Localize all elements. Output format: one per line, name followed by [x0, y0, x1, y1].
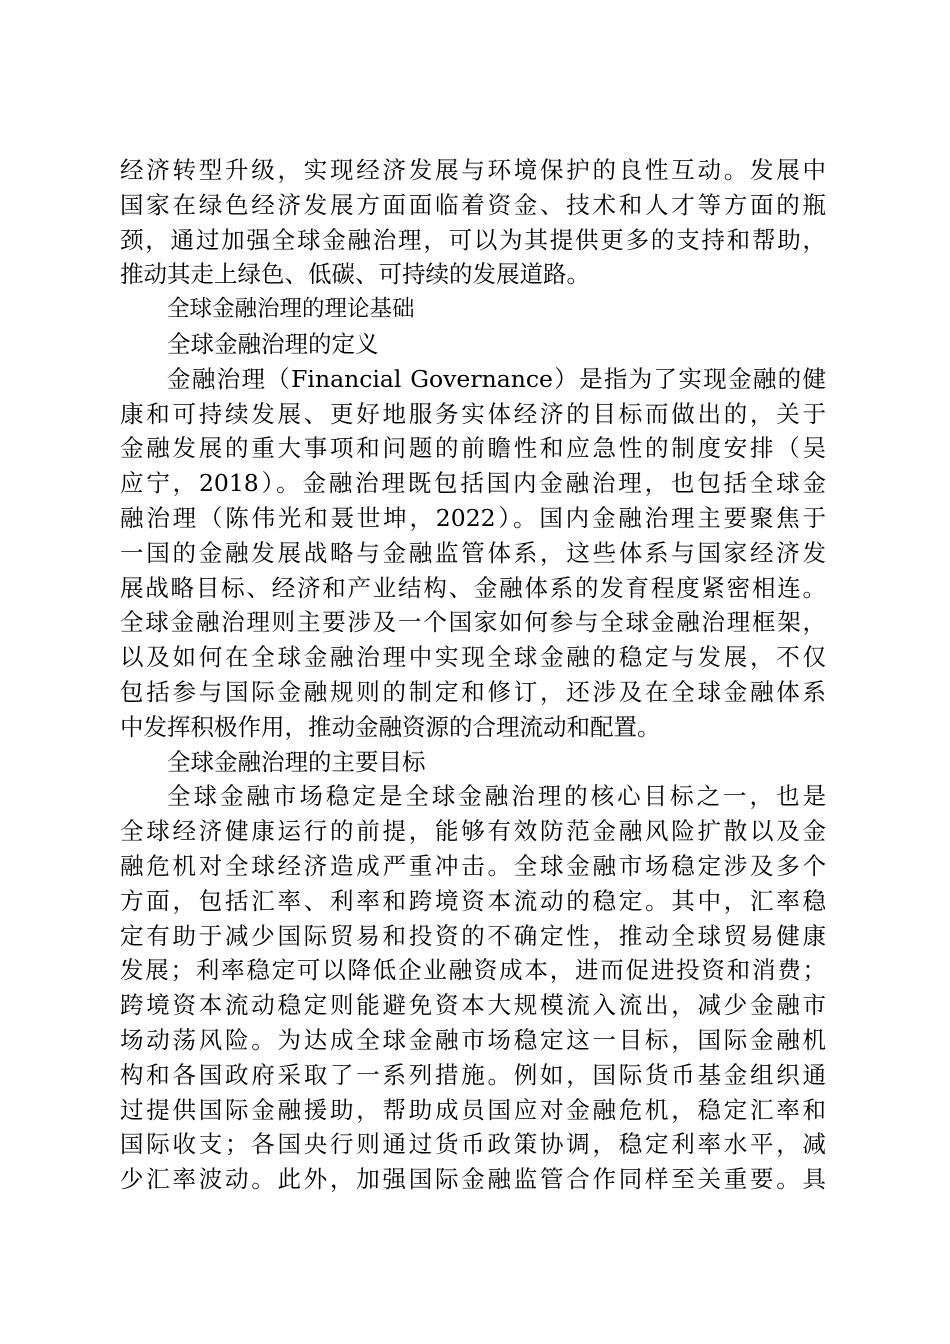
text-line: 金融发展的重大事项和问题的前瞻性和应急性的制度安排（吴: [120, 434, 826, 463]
text-line: 定有助于减少国际贸易和投资的不确定性，推动全球贸易健康: [120, 921, 826, 950]
text-line: 融危机对全球经济造成严重冲击。全球金融市场稳定涉及多个: [120, 851, 826, 880]
paragraph-definition: [120, 362, 826, 745]
subsection-heading-definition: 全球金融治理的定义: [167, 329, 379, 358]
text-line: 颈，通过加强全球金融治理，可以为其提供更多的支持和帮助，: [120, 225, 826, 254]
text-line: 国家在绿色经济发展方面面临着资金、技术和人才等方面的瓶: [120, 190, 826, 219]
text-line: 发展；利率稳定可以降低企业融资成本，进而促进投资和消费；: [120, 956, 826, 985]
text-line: 经济转型升级，实现经济发展与环境保护的良性互动。发展中: [120, 156, 826, 184]
text-line: 康和可持续发展、更好地服务实体经济的目标而做出的，关于: [120, 399, 826, 428]
document-body: [120, 153, 826, 1197]
text-line: 展战略目标、经济和产业结构、金融体系的发育程度紧密相连。: [120, 573, 826, 602]
text-line: 方面，包括汇率、利率和跨境资本流动的稳定。其中，汇率稳: [120, 886, 826, 915]
text-line: 以及如何在全球金融治理中实现全球金融的稳定与发展，不仅: [120, 643, 826, 672]
section-heading: 全球金融治理的理论基础: [167, 296, 415, 323]
text-line: 全球经济健康运行的前提，能够有效防范金融风险扩散以及金: [120, 817, 826, 846]
text-line: 构和各国政府采取了一系列措施。例如，国际货币基金组织通: [120, 1060, 826, 1089]
paragraph-intro: [120, 153, 826, 292]
text-line: 中发挥积极作用，推动金融资源的合理流动和配置。: [120, 712, 661, 741]
text-line: 包括参与国际金融规则的制定和修订，还涉及在全球金融体系: [120, 677, 826, 706]
text-line: 场动荡风险。为达成全球金融市场稳定这一目标，国际金融机: [120, 1025, 826, 1054]
subsection-heading-goals: 全球金融治理的主要目标: [167, 747, 426, 776]
text-line: 推动其走上绿色、低碳、可持续的发展道路。: [120, 260, 590, 289]
text-line: 一国的金融发展战略与金融监管体系，这些体系与国家经济发: [120, 538, 826, 567]
text-line: 金融治理（Financial Governance）是指为了实现金融的健: [167, 364, 826, 393]
text-line: 融治理（陈伟光和聂世坤，2022）。国内金融治理主要聚焦于: [120, 503, 826, 532]
paragraph-goals: [120, 779, 826, 1197]
text-line: 应宁，2018）。金融治理既包括国内金融治理，也包括全球金: [120, 469, 826, 498]
text-line: 全球金融市场稳定是全球金融治理的核心目标之一，也是: [167, 782, 826, 811]
text-line: 国际收支；各国央行则通过货币政策协调，稳定利率水平，减: [120, 1130, 826, 1159]
text-line: 跨境资本流动稳定则能避免资本大规模流入流出，减少金融市: [120, 991, 826, 1020]
text-line: 过提供国际金融援助，帮助成员国应对金融危机，稳定汇率和: [120, 1095, 826, 1124]
text-line: 全球金融治理则主要涉及一个国家如何参与全球金融治理框架，: [120, 608, 826, 637]
text-line: 少汇率波动。此外，加强国际金融监管合作同样至关重要。具: [120, 1165, 826, 1194]
